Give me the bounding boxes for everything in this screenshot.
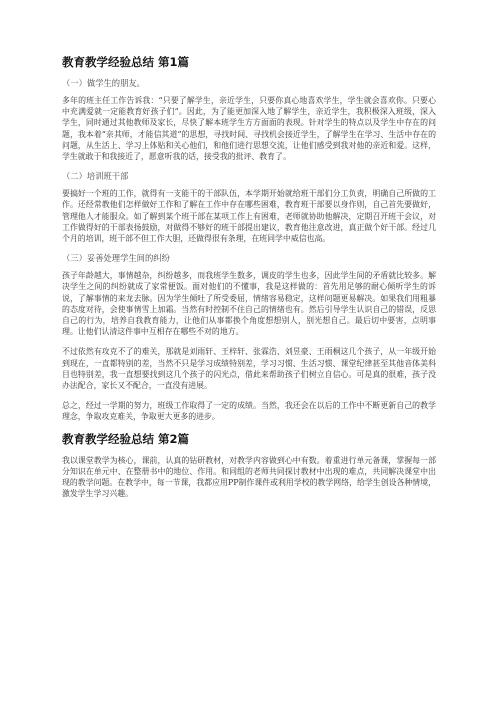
article-1-title: 教育教学经验总结 第1篇 bbox=[62, 55, 190, 69]
article-2-title: 教育教学经验总结 第2篇 bbox=[62, 431, 190, 446]
section-1-paragraph: 多年的班主任工作告诉我：“只要了解学生，亲近学生，只要你真心地喜欢学生，学生就会喜欢你。只要心中充满爱就一定能教育好孩子们”。因此，为了能更加深入地了解学生，亲近学生，我积极深入班级，深入学生，同时通过其他教师及家长，尽快了解本班学生方方面面的表现。针对学生的特点以及学生中存在的问题，我本着“亲其师，才能信其道”的思想，寻找时间、寻找机会接近学生，了解学生在学习、生活中存在的问题，从生活上、学习上体贴和关心他们，和他们进行思想交流，让他们感受到我对他的亲近和爱。这样，学生就敢于和我接近了，愿意听我的话，接受我的批评、教育了。 bbox=[62, 96, 436, 162]
section-2-paragraph: 要搞好一个班的工作，就得有一支能干的干部队伍，本学期开始就给班干部们分工负责，明确自己所做的工作。还经常教他们怎样做好工作和了解在工作中存在哪些困难，教育班干部要以身作则，自己首先要做好，管理他人才能服众。如了解到某个班干部在某项工作上有困难，老师就协助他解决，定期召开班干会议，对工作做得好的干部表扬鼓励，对做得不够好的班干部提出建议，教育他注意改进，真正做个好干部。经过几个月的培训，班干部不但工作大胆，还做得很有条理，在班同学中威信也高。 bbox=[62, 189, 436, 244]
article-2-paragraph-1: 我以课堂教学为核心，课前，认真的钻研教材，对教学内容做到心中有数。着重进行单元备课，掌握每一部分知识在单元中、在整册书中的地位、作用。和同组的老师共同探讨教材中出现的难点，共同解决课堂中出现的教学问题。在教学中，每一节课，我都应用PP制作课件或利用学校的教学网络，给学生创设各种情境，激发学生学习兴趣。 bbox=[62, 455, 436, 499]
section-heading-2: （二）培训班干部 bbox=[62, 171, 129, 182]
section-heading-3: （三）妥善处理学生间的纠纷 bbox=[62, 253, 170, 264]
section-heading-1: （一）做学生的朋友。 bbox=[62, 78, 145, 88]
section-3-paragraph-3: 总之，经过一学期的努力，班级工作取得了一定的成绩。当然，我还会在以后的工作中不断更新自己的教学理念，争取攻克难关，争取更大更多的进步。 bbox=[62, 401, 436, 422]
document-content bbox=[62, 55, 436, 505]
section-3-paragraph-2: 不过依然有攻克不了的难关，那就是刘雨轩、王梓轩、张霖浩、刘昱豪、王雨桐这几个孩子，从一年级开始到现在，一直都特别的差，当然不只是学习成绩特别差，学习习惯、生活习惯、课堂纪律甚至其他音体美科目也特别差，我一直想要找到这几个孩子的闪光点，借此来帮助孩子们树立自信心。可是真的很难，孩子没办法配合，家长又不配合，一直没有进展。 bbox=[62, 347, 436, 391]
section-3-paragraph-1: 孩子年龄越大，事情越杂，纠纷越多，而我班学生数多，调皮的学生也多，因此学生间的矛盾就比较多。解决学生之间的纠纷就成了家常便饭。面对他们的不懂事，我是这样做的：首先用足够的耐心倾听学生的诉说，了解事情的来龙去脉。因为学生倾吐了所受委屈，情绪容易稳定，这样问题更易解决。如果我们用粗暴的态度对待，会使事情雪上加霜。当然有时控制不住自己的情绪也有。然后引导学生认识自己的错误，反思自己的行为，培养自我教育能力，让他们从事都换个角度想想别人，别光想自己。最后切中要害，点明事理。让他们认清这件事中互相存在哪些不对的地方。 bbox=[62, 271, 436, 337]
